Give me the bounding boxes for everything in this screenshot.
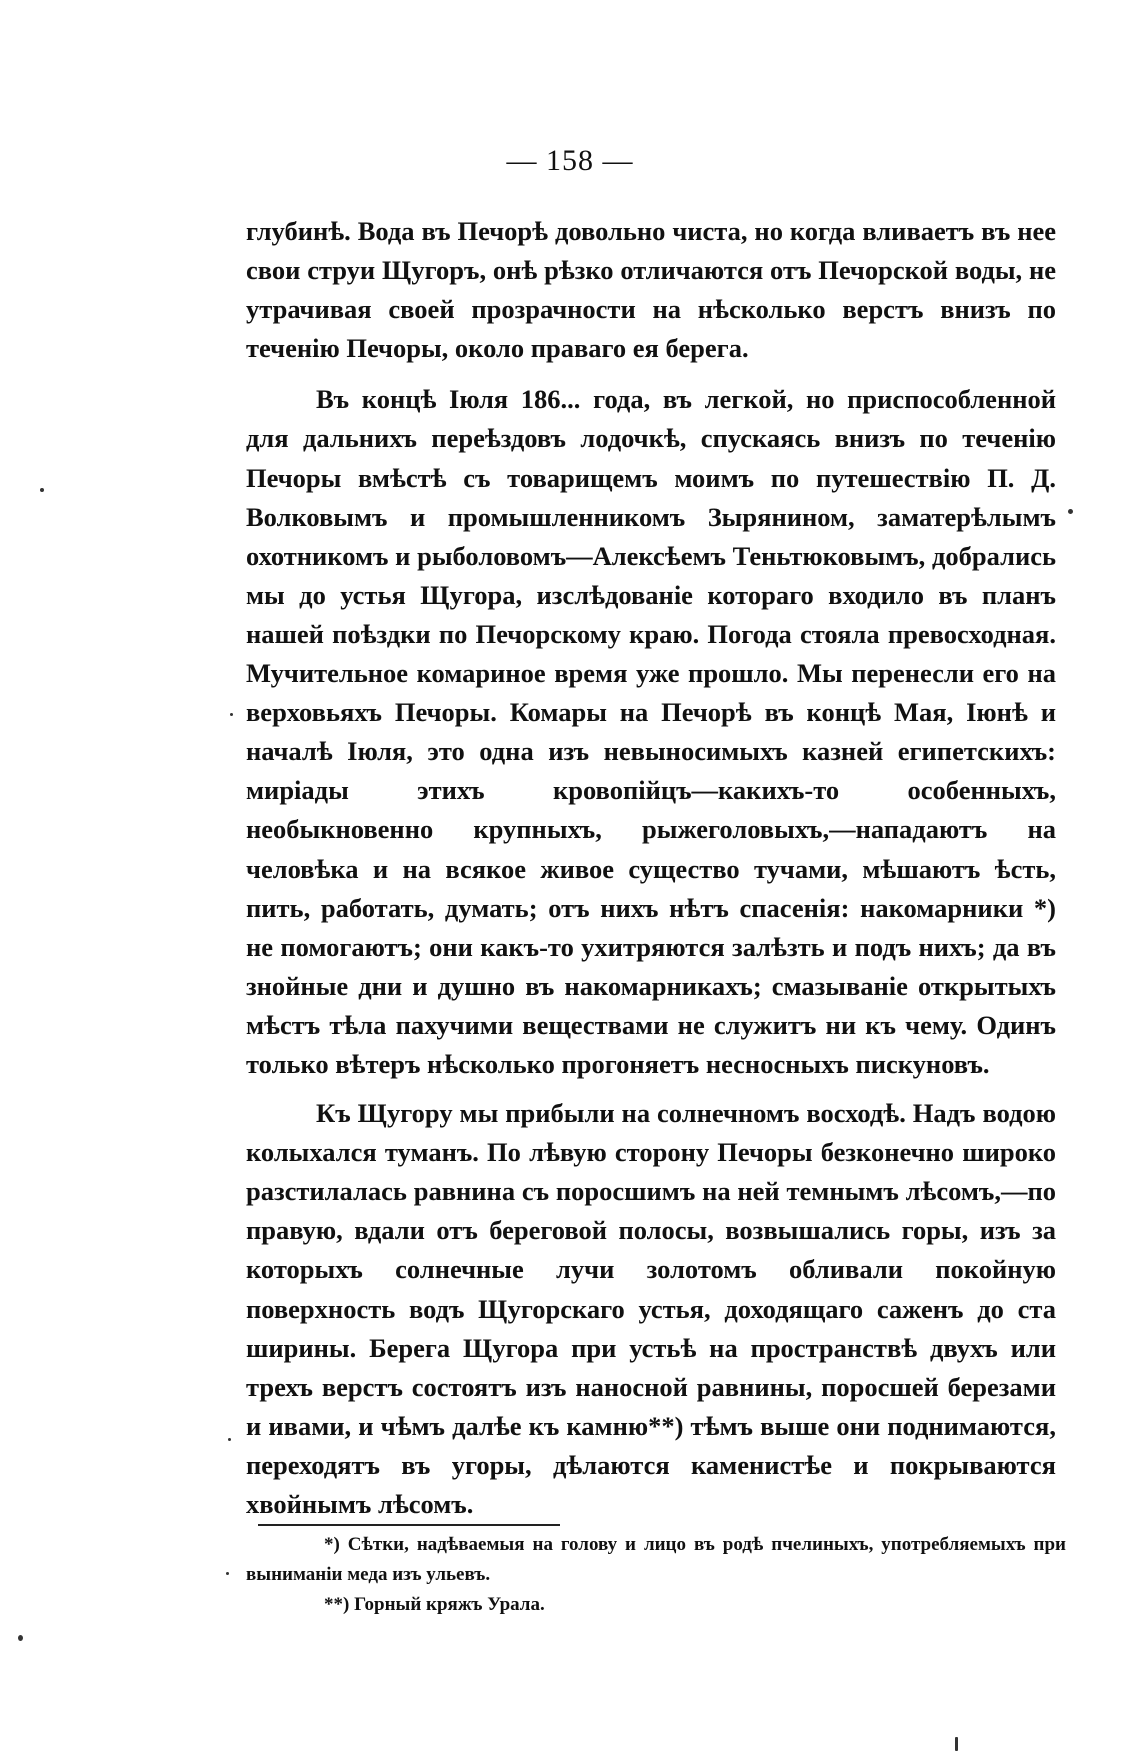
scan-speck xyxy=(228,1438,231,1441)
scan-speck xyxy=(1068,509,1073,514)
scan-speck xyxy=(18,1635,23,1641)
page-number: — 158 — xyxy=(506,144,634,177)
scan-speck xyxy=(226,1572,229,1575)
paragraph-1: глубинѣ. Вода въ Печорѣ довольно чиста, но когда вливаетъ въ нее свои струи Щугоръ, онѣ рѣзко отличаются отъ Печорской воды, не утрачивая своей прозрачности на нѣсколько верстъ внизъ по теченію Печоры, около праваго ея берега. xyxy=(246,216,1056,364)
footnote-2: **) Горный кряжъ Урала. xyxy=(324,1594,545,1615)
paragraph-2: Въ концѣ Іюля 186... года, въ легкой, но приспособленной для дальнихъ переѣздовъ лодочкѣ, спускаясь внизъ по теченію Печоры вмѣстѣ съ товарищемъ моимъ по путешествію П. Д. Волковымъ и промышленникомъ Зырянином, заматерѣлымъ охотникомъ и рыболовомъ—Алексѣемъ Теньтюковымъ, добрались мы до устья Щугора, изслѣдованіе котораго входило въ планъ нашей поѣздки по Печорскому краю. Погода стояла превосходная. Мучительное комариное время уже прошло. Мы перенесли его на верховьяхъ Печоры. Комары на Печорѣ въ концѣ Мая, Іюнѣ и началѣ Іюля, это одна изъ невыносимыхъ казней египетскихъ: миріады этихъ кровопійцъ—какихъ-то особенныхъ, необыкновенно крупныхъ, рыжеголовыхъ,—нападаютъ на человѣка и на всякое живое существо тучами, мѣшаютъ ѣсть, пить, работать, думать; отъ нихъ нѣтъ спасенія: накомарники *) не помогаютъ; они какъ-то ухитряются залѣзть и подъ нихъ; да въ знойные дни и душно въ накомарникахъ; смазываніе открытыхъ мѣстъ тѣла пахучими веществами не служитъ ни къ чему. Одинъ только вѣтеръ нѣсколько прогоняетъ несносныхъ пискуновъ. xyxy=(246,384,1056,1079)
footnote-1: *) Сѣтки, надѣваемыя на голову и лицо въ родѣ пчелиныхъ, употребляемыхъ при выниманіи меда изъ ульевъ. xyxy=(246,1534,1066,1585)
footnotes xyxy=(246,1530,1066,1620)
main-text xyxy=(246,212,1056,1524)
scan-speck xyxy=(230,713,233,716)
footnote-divider xyxy=(258,1524,560,1526)
scan-speck xyxy=(955,1737,958,1751)
scan-speck xyxy=(40,488,44,492)
paragraph-3: Къ Щугору мы прибыли на солнечномъ восходѣ. Надъ водою колыхался туманъ. По лѣвую сторону Печоры безконечно широко разстилалась равнина съ поросшимъ на ней темнымъ лѣсомъ,—по правую, вдали отъ береговой полосы, возвышались горы, изъ за которыхъ солнечные лучи золотомъ обливали покойную поверхность водъ Щугорскаго устья, доходящаго саженъ до ста ширины. Берега Щугора при устьѣ на пространствѣ двухъ или трехъ верстъ состоятъ изъ наносной равнины, поросшей березами и ивами, и чѣмъ далѣе къ камню**) тѣмъ выше они поднимаются, переходятъ въ угоры, дѣлаются каменистѣе и покрываются хвойнымъ лѣсомъ. xyxy=(246,1098,1056,1519)
